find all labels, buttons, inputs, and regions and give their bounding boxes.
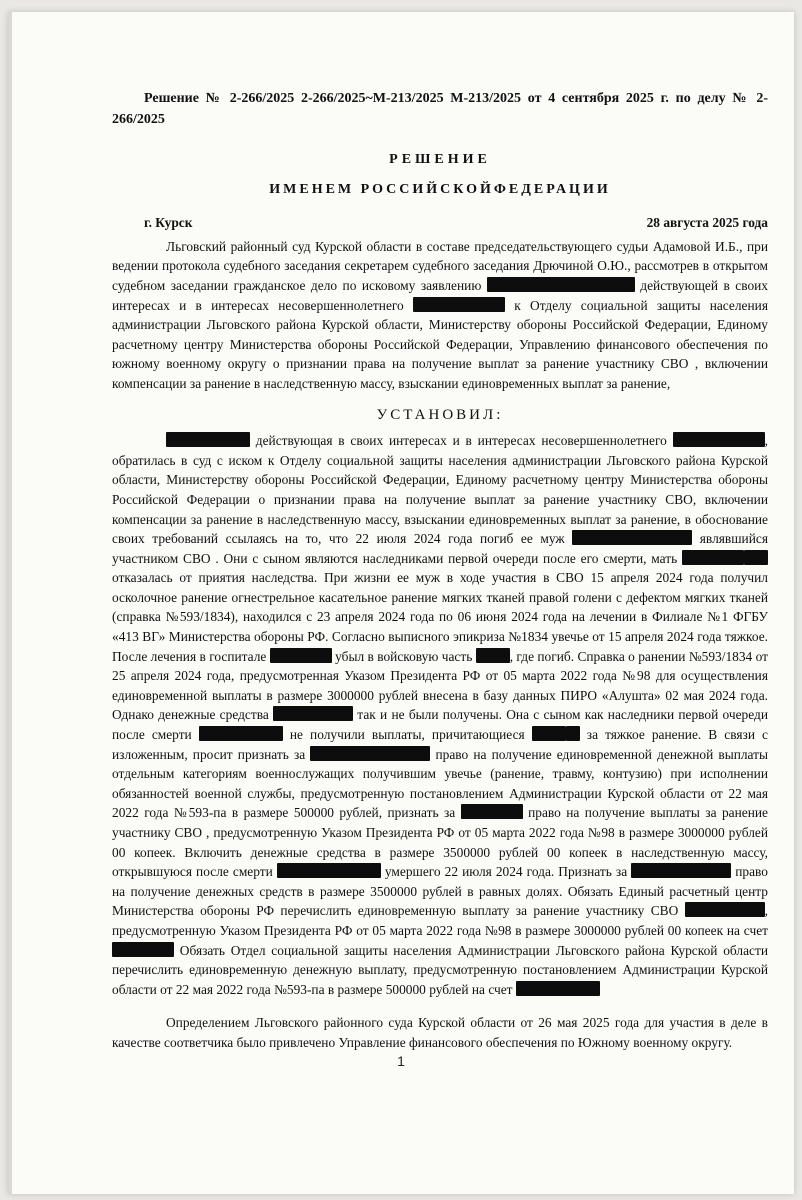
body-text: , где погиб. Справка о ранении №593/1834 от 25 апреля 2024 года, предусмотренная Указом Президента РФ от 05 марта 2022 года №98 для осуществления единовременной выплаты в размере 3000000 рублей внесена в базу данных ПИРО «Алушта» 02 мая 2024 года. Однако денежные средства: [112, 648, 768, 723]
document-content: [112, 80, 768, 1053]
case-header: Решение № 2-266/2025 2-266/2025~М-213/2025 М-213/2025 от 4 сентября 2025 г. по делу № 2-266/2025: [112, 91, 768, 127]
redaction: [673, 432, 765, 447]
redaction: [461, 804, 523, 819]
redaction: [744, 550, 768, 565]
body-text: за тяжкое ранение. В связи с изложенным, просит признать за: [112, 727, 769, 762]
redaction: [166, 432, 250, 447]
redaction: [682, 550, 744, 565]
section-title: УСТАНОВИЛ:: [376, 406, 504, 423]
body-text: , предусмотренную Указом Президента РФ от 05 марта 2022 года №98 в размере 3000000 рублей 00 копеек на счет: [112, 903, 768, 938]
redaction: [199, 726, 283, 741]
place-date-line: [112, 213, 768, 233]
body-text: Обязать Отдел социальной защиты населения Администрации Льговского района Курской области перечислить единовременную денежную выплату, предусмотренную постановлением Администрации Курской области от 22 мая 2022 года №593-па в размере 500000 рублей на счет: [112, 942, 768, 997]
redaction: [273, 706, 353, 721]
redaction: [112, 942, 174, 957]
redaction: [310, 746, 430, 761]
redaction: [487, 277, 635, 292]
body-paragraph: [112, 431, 768, 999]
decision-date: 28 августа 2025 года: [646, 215, 768, 231]
intro-text-2: действующей в своих интересах и в интересах несовершеннолетнего: [112, 277, 768, 313]
redaction: [572, 530, 692, 545]
body-text: умершего 22 июля 2024 года. Признать за: [380, 864, 632, 880]
document-title: РЕШЕНИЕ: [389, 152, 491, 167]
body-text: право на получение единовременной денежной выплаты отдельным категориям военнослужащих получившим увечье (ранение, травму, контузию) при исполнении обязанностей военной службы, предусмотренную постановлением Администрации Курской области от 22 мая 2022 года №593-па в размере 500000 рублей, признать за: [112, 746, 768, 821]
redaction: [631, 863, 731, 878]
final-paragraph: Определением Льговского районного суда Курской области от 26 мая 2025 года для участия в деле в качестве соответчика было привлечено Управление финансового обеспечения по Южному военному округу.: [112, 1015, 768, 1050]
body-text: , обратилась в суд с иском к Отделу социальной защиты населения администрации Льговского района Курской области, Министерству обороны Российской Федерации, Единому расчетному центру Министерства обороны Российской Федерации о признании права на получение выплат за ранение участнику СВО, включении компенсации за ранение в наследственную массу, взыскании единовременных выплат за ранение, в обоснование своих требований ссылаясь на то, что 22 июля 2024 года погиб ее муж: [112, 433, 768, 547]
body-text: право на получение выплаты за ранение участнику СВО , предусмотренную Указом Президента РФ от 05 марта 2022 года №98 в размере 3000000 рублей 00 копеек. Включить денежные средства в размере 3500000 рублей 00 копеек в наследственную массу, открывшуюся после смерти: [112, 805, 768, 880]
redaction: [476, 648, 510, 663]
intro-text-3: к Отделу социальной защиты населения администрации Льговского района Курской области, Министерству обороны Российской Федерации, Единому расчетному центру Министерства обороны Российской Федерации, Управлению финансового обеспечения по южному военному округу о признании права на получение выплат за ранение участнику СВО , включении компенсации за ранение в наследственную массу, взыскании единовременных выплат за ранение,: [112, 297, 768, 391]
body-text: действующая в своих интересах и в интересах несовершеннолетнего: [250, 433, 673, 449]
redaction: [413, 297, 505, 312]
body-text: являвшийся участником СВО . Они с сыном являются наследниками первой очереди после его смерти, мать: [112, 531, 768, 566]
intro-paragraph: [112, 237, 768, 394]
redaction: [277, 863, 381, 878]
document-page: [8, 12, 794, 1194]
body-text: так и не были получены. Она с сыном как наследники первой очереди после смерти: [112, 707, 768, 743]
body-text: отказалась от приятия наследства. При жизни ее муж в ходе участия в СВО 15 апреля 2024 года получил осколочное ранение огнестрельное касательное ранение мягких тканей правой голени с дефектом мягких тканей (справка №593/1834), находился с 23 апреля 2024 года по 06 июня 2024 года на лечении в Филиале №1 ФГБУ «413 ВГ» Министерства обороны РФ. Согласно выписного эпикриза №1834 увечье от 15 апреля 2024 года тяжкое. После лечения в госпитале: [112, 570, 768, 664]
body-text: убыл в войсковую часть: [331, 648, 476, 664]
body-text: не получили выплаты, причитающиеся: [282, 727, 532, 743]
redaction: [685, 902, 765, 917]
body-text: право на получение денежных средств в размере 3500000 рублей в равных долях. Обязать Единый расчетный центр Министерства обороны РФ перечислить единовременную выплату за ранение участнику СВО: [112, 864, 768, 919]
place: г. Курск: [144, 215, 193, 231]
redaction: [532, 726, 566, 741]
page-number: 1: [397, 1053, 405, 1069]
redaction: [270, 648, 332, 663]
redaction: [516, 981, 600, 996]
document-subtitle: ИМЕНЕМ РОССИЙСКОЙФЕДЕРАЦИИ: [269, 181, 611, 197]
intro-text-1: Льговский районный суд Курской области в составе председательствующего судьи Адамовой И.Б., при ведении протокола судебного заседания секретарем судебного заседания Дрючиной О.Ю., рассмотрев в открытом судебном заседании гражданское дело по исковому заявлению: [112, 238, 768, 293]
redaction: [566, 726, 580, 741]
page-edge-shadow: [8, 12, 12, 1194]
